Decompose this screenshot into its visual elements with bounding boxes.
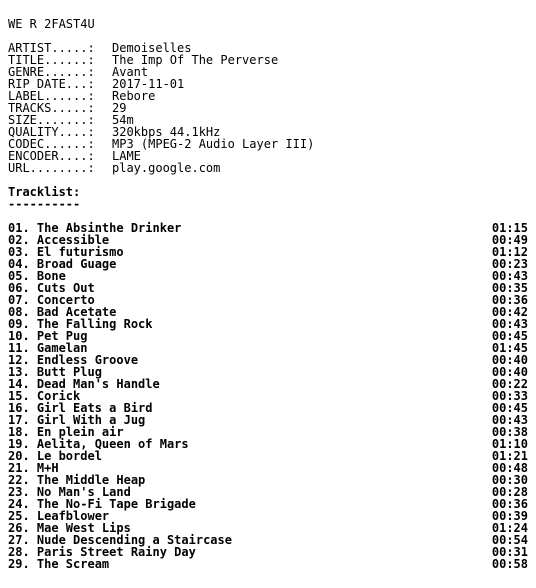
track-duration: 00:31 xyxy=(491,545,528,559)
track-title: 26. Mae West Lips xyxy=(8,521,131,535)
track-duration: 01:21 xyxy=(491,449,528,463)
track-duration: 00:43 xyxy=(491,317,528,331)
track-duration: 00:43 xyxy=(491,413,528,427)
track-duration: 00:43 xyxy=(491,269,528,283)
info-key: CODEC......: xyxy=(8,137,95,151)
track-title: 04. Broad Guage xyxy=(8,257,117,271)
info-key: URL........: xyxy=(8,161,95,175)
track-row xyxy=(8,558,528,570)
track-duration: 01:24 xyxy=(491,521,528,535)
info-value: Rebore xyxy=(112,89,156,103)
info-key: TRACKS.....: xyxy=(8,101,95,115)
track-title: 06. Cuts Out xyxy=(8,281,95,295)
track-duration: 00:45 xyxy=(491,401,528,415)
track-row xyxy=(8,450,528,462)
info-value: 2017-11-01 xyxy=(112,77,185,91)
tracklist-heading: Tracklist: xyxy=(8,185,81,199)
track-title: 24. The No-Fi Tape Brigade xyxy=(8,497,196,511)
track-title: 09. The Falling Rock xyxy=(8,317,153,331)
track-title: 05. Bone xyxy=(8,269,66,283)
track-title: 02. Accessible xyxy=(8,233,110,247)
track-duration: 00:40 xyxy=(491,353,528,367)
track-duration: 00:42 xyxy=(491,305,528,319)
info-key: ARTIST.....: xyxy=(8,41,95,55)
track-title: 10. Pet Pug xyxy=(8,329,88,343)
track-duration: 00:54 xyxy=(491,533,528,547)
track-duration: 00:36 xyxy=(491,293,528,307)
info-key: TITLE......: xyxy=(8,53,95,67)
track-duration: 00:23 xyxy=(491,257,528,271)
track-duration: 00:39 xyxy=(491,509,528,523)
info-value: MP3 (MPEG-2 Audio Layer III) xyxy=(112,137,315,151)
track-title: 08. Bad Acetate xyxy=(8,305,117,319)
track-title: 12. Endless Groove xyxy=(8,353,139,367)
track-duration: 01:10 xyxy=(491,437,528,451)
spacer xyxy=(8,174,528,186)
track-duration: 00:28 xyxy=(491,485,528,499)
track-duration: 01:12 xyxy=(491,245,528,259)
track-title: 20. Le bordel xyxy=(8,449,102,463)
track-duration: 00:36 xyxy=(491,497,528,511)
track-row xyxy=(8,258,528,270)
track-title: 19. Aelita, Queen of Mars xyxy=(8,437,189,451)
track-duration: 00:38 xyxy=(491,425,528,439)
info-key: RIP DATE...: xyxy=(8,77,95,91)
track-title: 07. Concerto xyxy=(8,293,95,307)
track-title: 21. M+H xyxy=(8,461,59,475)
info-value: Demoiselles xyxy=(112,41,192,55)
track-title: 23. No Man's Land xyxy=(8,485,131,499)
track-title: 27. Nude Descending a Staircase xyxy=(8,533,232,547)
info-key: QUALITY....: xyxy=(8,125,95,139)
track-title: 15. Corick xyxy=(8,389,81,403)
info-value: Avant xyxy=(112,65,149,79)
info-value: play.google.com xyxy=(112,161,221,175)
track-duration: 00:58 xyxy=(491,557,528,571)
track-row xyxy=(8,378,528,390)
track-duration: 00:22 xyxy=(491,377,528,391)
release-info xyxy=(8,42,528,174)
track-title: 18. En plein air xyxy=(8,425,124,439)
track-title: 13. Butt Plug xyxy=(8,365,102,379)
track-title: 01. The Absinthe Drinker xyxy=(8,221,182,235)
track-title: 16. Girl Eats a Bird xyxy=(8,401,153,415)
track-title: 11. Gamelan xyxy=(8,341,88,355)
track-duration: 00:30 xyxy=(491,473,528,487)
track-duration: 00:48 xyxy=(491,461,528,475)
info-key: ENCODER....: xyxy=(8,149,95,163)
track-duration: 00:33 xyxy=(491,389,528,403)
tracklist xyxy=(8,222,528,570)
track-duration: 00:49 xyxy=(491,233,528,247)
release-group-header: WE R 2FAST4U xyxy=(8,17,95,31)
track-title: 22. The Middle Heap xyxy=(8,473,146,487)
nfo-document xyxy=(8,18,528,570)
track-duration: 00:35 xyxy=(491,281,528,295)
info-value: LAME xyxy=(112,149,141,163)
track-title: 29. The Scream xyxy=(8,557,110,571)
track-title: 14. Dead Man's Handle xyxy=(8,377,160,391)
track-duration: 00:40 xyxy=(491,365,528,379)
track-duration: 00:45 xyxy=(491,329,528,343)
info-key: GENRE......: xyxy=(8,65,95,79)
info-row xyxy=(8,162,528,174)
info-value: 54m xyxy=(112,113,134,127)
info-value: 29 xyxy=(112,101,127,115)
info-key: SIZE.......: xyxy=(8,113,95,127)
info-value: The Imp Of The Perverse xyxy=(112,53,279,67)
track-duration: 01:45 xyxy=(491,341,528,355)
track-duration: 01:15 xyxy=(491,221,528,235)
track-title: 17. Girl With a Jug xyxy=(8,413,146,427)
info-value: 320kbps 44.1kHz xyxy=(112,125,221,139)
track-title: 28. Paris Street Rainy Day xyxy=(8,545,196,559)
tracklist-underline: ---------- xyxy=(8,197,81,211)
track-title: 25. Leafblower xyxy=(8,509,110,523)
track-title: 03. El futurismo xyxy=(8,245,124,259)
info-key: LABEL......: xyxy=(8,89,95,103)
